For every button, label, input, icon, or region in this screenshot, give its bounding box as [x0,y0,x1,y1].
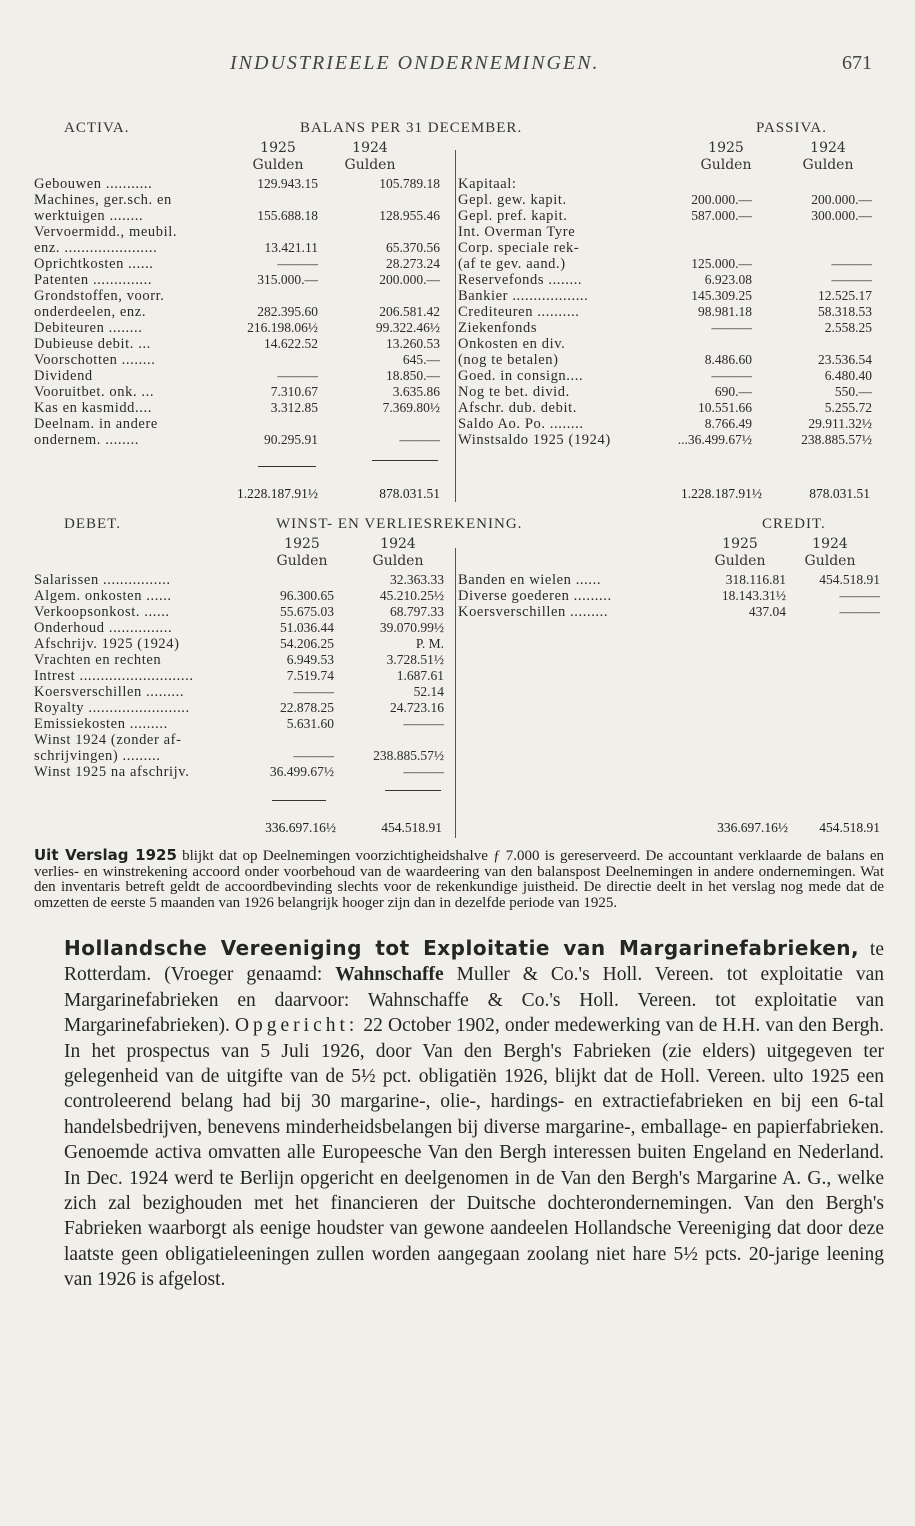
activa-row-label: Vooruitbet. onk. ... [34,384,155,400]
debet-row-value-1924: ——— [403,764,444,779]
activa-row [34,304,449,320]
passiva-total-1925: 1.228.187.91½ [681,486,762,501]
passiva-row-label: Goed. in consign.... [458,368,584,384]
activa-row-value-1925: 216.198.06½ [247,320,318,335]
activa-row [34,384,449,400]
activa-row-value-1924: 65.370.56 [386,240,440,255]
passiva-row-value-1924: 29.911.32½ [808,416,872,431]
debet-row [34,588,449,604]
activa-row-value-1925: ——— [277,368,318,383]
debet-row [34,684,449,700]
passiva-year-1924: 1924 [810,140,846,156]
activa-row [34,240,449,256]
passiva-row-label: Gepl. gew. kapit. [458,192,567,208]
credit-row-label: Banden en wielen ...... [458,572,602,588]
debet-row-value-1924: 32.363.33 [390,572,444,587]
debet-row-value-1924: 24.723.16 [390,700,444,715]
company-text-part2: Muller & Co.'s Holl. Vereen. tot exploitatie van Margarinefabrieken en daarvoor: Wahnschaffe & Co.'s Holl. Vereen. tot exploitatie van Margarinefabrieken). [64,964,884,1037]
passiva-unit-1925: Gulden [700,157,752,173]
debet-row-value-1924: 68.797.33 [390,604,444,619]
passiva-row-value-1925: 10.551.66 [698,400,752,415]
passiva-row-value-1925: 200.000.— [691,192,752,207]
debet-row [34,700,449,716]
passiva-row [458,256,878,272]
debet-row-value-1924: 39.070.99½ [379,620,444,635]
activa-row-value-1924: 13.260.53 [386,336,440,351]
balance-title: BALANS PER 31 DECEMBER. [300,120,523,136]
passiva-row-value-1925: 145.309.25 [691,288,752,303]
activa-row-value-1925: ——— [277,256,318,271]
passiva-row-value-1925: ——— [711,320,752,335]
activa-row-value-1925: 90.295.91 [264,432,318,447]
activa-row-value-1925: 13.421.11 [264,240,318,255]
credit-row-value-1925: 437.04 [748,604,786,619]
activa-row-value-1924: 206.581.42 [379,304,440,319]
activa-row-label: Gebouwen ........... [34,176,153,192]
credit-row [458,572,878,588]
debet-row-label: Emissiekosten ......... [34,716,168,732]
activa-row-value-1925: 315.000.— [257,272,318,287]
debet-row-label: Koersverschillen ......... [34,684,185,700]
activa-row-label: Debiteuren ........ [34,320,143,336]
activa-row-value-1925: 7.310.67 [270,384,318,399]
passiva-row-label: (af te gev. aand.) [458,256,566,272]
passiva-row-label: Winstsaldo 1925 (1924) [458,432,611,448]
activa-row [34,256,449,272]
passiva-row-value-1924: 58.318.53 [818,304,872,319]
activa-row-label: Dubieuse debit. ... [34,336,151,352]
passiva-row [458,304,878,320]
passiva-row [458,352,878,368]
note-text: blijkt dat op Deelnemingen voorzichtigheidshalve ƒ 7.000 is gereserveerd. De accountant verklaarde de balans en verlies- en winstrekening accoord onder voorbehoud van de waardeering van den balanspost Deelnemingen in andere ondernemingen. Wat den inventaris betreft geldt de accoordbevinding slechts voor de rekenkundige juistheid. De directie deelt in het verslag nog mede dat de omzetten de eerste 5 maanden van 1926 belangrijk hooger zijn dan in dezelfde periode van 1925. [34,848,884,911]
company-former-name: Wahnschaffe [335,964,444,986]
debet-row-value-1925: 6.949.53 [286,652,334,667]
activa-total-1924: 878.031.51 [379,486,440,501]
passiva-row [458,336,878,352]
activa-row-value-1924: 3.635.86 [392,384,440,399]
passiva-row-label: Afschr. dub. debit. [458,400,577,416]
credit-label: CREDIT. [762,516,826,532]
debet-row [34,716,449,732]
credit-row-label: Diverse goederen ......... [458,588,612,604]
debet-unit-1925: Gulden [276,553,328,569]
debet-row [34,652,449,668]
activa-row-value-1924: 128.955.46 [379,208,440,223]
passiva-row [458,416,878,432]
passiva-row-value-1925: 6.923.08 [704,272,752,287]
credit-row-label: Koersverschillen ......... [458,604,609,620]
passiva-row-value-1925: ——— [711,368,752,383]
note-lead: Uit Verslag 1925 [34,846,177,864]
debet-row [34,748,449,764]
passiva-row [458,432,878,448]
passiva-row-label: Gepl. pref. kapit. [458,208,568,224]
activa-row-label: Machines, ger.sch. en [34,192,172,208]
activa-row-value-1924: 28.273.24 [386,256,440,271]
debet-total-1924: 454.518.91 [381,820,442,835]
debet-row-value-1924: ——— [403,716,444,731]
credit-total-1924: 454.518.91 [819,820,880,835]
credit-unit-1925: Gulden [714,553,766,569]
company-body: 22 October 1902, onder medewerking van de H.H. van den Bergh. In het prospectus van 5 Juli 1926, door Van den Bergh's Fabrieken (zie elders) uitgegeven ter gelegenheid van de uitgifte van de 5½ pct. obligatiën 1926, blijkt dat de Holl. Vereen. ulto 1925 een controleerend belang had bij 30 margarine-, olie-, hardings- en extractiefabrieken en bij een 6-tal handelsbedrijven, benevens minderheidsbelangen bij diverse margarine-, emballage- en papierfabrieken. Genoemde activa omvatten alle Europeesche Van den Bergh interessen buiten Engeland en Nederland. In Dec. 1924 werd te Berlijn opgericht en deelgenomen in de Van den Bergh's Margarine A. G., welke zich zal bezighouden met het financieren der Duitsche dochterondernemingen. Van den Bergh's Fabrieken waarborgt als eenige houdster van gewone aandeelen Hollandsche Vereeniging dat door deze laatste geen obligatieleeningen zullen worden aangegaan zoolang niet hare 5½ pcts. 20-jarige leening van 1926 is afgelost. [64,1015,884,1291]
passiva-row [458,272,878,288]
debet-row-value-1925: 7.519.74 [286,668,334,683]
activa-row [34,368,449,384]
annual-report-note [34,848,884,911]
debet-row [34,732,449,748]
debet-row-label: Onderhoud ............... [34,620,173,636]
passiva-row-label: Bankier .................. [458,288,589,304]
passiva-row-value-1924: 23.536.54 [818,352,872,367]
debet-year-1924: 1924 [380,536,416,552]
debet-row-label: Vrachten en rechten [34,652,162,668]
activa-row [34,352,449,368]
activa-row-label: werktuigen ........ [34,208,144,224]
passiva-row-value-1925: ...36.499.67½ [677,432,752,447]
activa-row-label: Grondstoffen, voorr. [34,288,165,304]
activa-row [34,400,449,416]
credit-row-value-1925: 318.116.81 [725,572,786,587]
activa-1924-rule [372,460,438,461]
credit-unit-1924: Gulden [804,553,856,569]
pl-title: WINST- EN VERLIESREKENING. [276,516,523,532]
debet-row-label: schrijvingen) ......... [34,748,161,764]
debet-row [34,636,449,652]
debet-year-1925: 1925 [284,536,320,552]
page-number: 671 [842,52,872,74]
activa-row-value-1924: 645.— [402,352,440,367]
passiva-total-1924: 878.031.51 [809,486,870,501]
passiva-row-value-1924: 6.480.40 [824,368,872,383]
debet-1925-rule [272,800,326,801]
passiva-row-value-1924: ——— [831,256,872,271]
activa-row-label: Deelnam. in andere [34,416,158,432]
debet-row-label: Afschrijv. 1925 (1924) [34,636,180,652]
activa-unit-1925: Gulden [252,157,304,173]
balance-center-rule [455,150,456,502]
activa-row-label: Kas en kasmidd.... [34,400,152,416]
passiva-row-value-1924: 2.558.25 [824,320,872,335]
debet-row-value-1924: 238.885.57½ [373,748,444,763]
passiva-row [458,224,878,240]
activa-row [34,208,449,224]
activa-year-1925: 1925 [260,140,296,156]
passiva-row-value-1925: 587.000.— [691,208,752,223]
passiva-row-label: Reservefonds ........ [458,272,583,288]
passiva-row [458,176,878,192]
passiva-row-label: Onkosten en div. [458,336,566,352]
debet-row-label: Verkoopsonkost. ...... [34,604,170,620]
credit-row-value-1924: ——— [839,604,880,619]
debet-row [34,604,449,620]
activa-row-value-1925: 129.943.15 [257,176,318,191]
debet-row-value-1924: 3.728.51½ [386,652,444,667]
running-title: INDUSTRIEELE ONDERNEMINGEN. [230,52,600,74]
activa-row-label: enz. ...................... [34,240,158,256]
debet-total-1925: 336.697.16½ [265,820,336,835]
activa-row-label: Voorschotten ........ [34,352,156,368]
credit-row-value-1924: 454.518.91 [819,572,880,587]
debet-row-value-1925: 55.675.03 [280,604,334,619]
activa-row-label: Patenten .............. [34,272,153,288]
debet-row [34,764,449,780]
passiva-row-value-1924: 12.525.17 [818,288,872,303]
passiva-row [458,288,878,304]
credit-year-1925: 1925 [722,536,758,552]
passiva-row-value-1925: 125.000.— [691,256,752,271]
debet-row-value-1924: 1.687.61 [396,668,444,683]
passiva-row-label: Int. Overman Tyre [458,224,576,240]
credit-row [458,588,878,604]
activa-row-value-1924: 99.322.46½ [375,320,440,335]
passiva-row-label: Nog te bet. divid. [458,384,570,400]
passiva-row-value-1924: 238.885.57½ [801,432,872,447]
debet-row-value-1925: 96.300.65 [280,588,334,603]
debet-row-value-1925: 51.036.44 [280,620,334,635]
passiva-row [458,384,878,400]
credit-total-1925: 336.697.16½ [717,820,788,835]
debet-1924-rule [385,790,441,791]
debet-row-value-1924: P. M. [415,636,444,651]
debet-row [34,620,449,636]
passiva-year-1925: 1925 [708,140,744,156]
passiva-row-value-1924: 550.— [834,384,872,399]
activa-unit-1924: Gulden [344,157,396,173]
passiva-row-label: Ziekenfonds [458,320,538,336]
activa-row [34,432,449,448]
debet-row-label: Salarissen ................ [34,572,171,588]
activa-label: ACTIVA. [64,120,130,136]
activa-row-value-1924: 200.000.— [379,272,440,287]
debet-row-value-1925: ——— [293,748,334,763]
pl-center-rule [455,548,456,838]
credit-row [458,604,878,620]
activa-row [34,336,449,352]
debet-row-label: Winst 1925 na afschrijv. [34,764,190,780]
passiva-row-value-1924: 200.000.— [811,192,872,207]
passiva-unit-1924: Gulden [802,157,854,173]
passiva-row-value-1924: ——— [831,272,872,287]
passiva-row-label: Corp. speciale rek- [458,240,580,256]
passiva-row-label: (nog te betalen) [458,352,559,368]
debet-unit-1924: Gulden [372,553,424,569]
passiva-row-label: Kapitaal: [458,176,517,192]
activa-row-value-1924: 105.789.18 [379,176,440,191]
debet-row-label: Royalty ........................ [34,700,190,716]
activa-total-1925: 1.228.187.91½ [237,486,318,501]
debet-row [34,572,449,588]
debet-row-value-1925: 22.878.25 [280,700,334,715]
passiva-row [458,368,878,384]
debet-row-value-1925: 54.206.25 [280,636,334,651]
passiva-row [458,320,878,336]
passiva-row-label: Crediteuren .......... [458,304,580,320]
passiva-row-label: Saldo Ao. Po. ........ [458,416,584,432]
running-head [0,52,915,82]
activa-row [34,320,449,336]
debet-label: DEBET. [64,516,121,532]
activa-row-label: Vervoermidd., meubil. [34,224,178,240]
activa-row [34,176,449,192]
activa-row-value-1925: 155.688.18 [257,208,318,223]
credit-row-value-1924: ——— [839,588,880,603]
activa-row-value-1925: 282.395.60 [257,304,318,319]
company-text-part1: te Rotterdam. (Vroeger genaamd: [64,939,885,986]
passiva-row [458,208,878,224]
passiva-row [458,400,878,416]
activa-row [34,416,449,432]
debet-row-label: Winst 1924 (zonder af- [34,732,182,748]
activa-row-value-1924: ——— [399,432,440,447]
passiva-row-value-1925: 690.— [714,384,752,399]
company-name: Hollandsche Vereeniging tot Exploitatie van Margarinefabrieken, [64,936,860,960]
activa-row [34,272,449,288]
passiva-row-value-1924: 300.000.— [811,208,872,223]
credit-year-1924: 1924 [812,536,848,552]
activa-row [34,224,449,240]
passiva-row-value-1924: 5.255.72 [824,400,872,415]
passiva-row-value-1925: 8.766.49 [704,416,752,431]
passiva-row [458,192,878,208]
debet-row [34,668,449,684]
activa-row-value-1924: 7.369.80½ [382,400,440,415]
activa-row-value-1924: 18.850.— [386,368,440,383]
activa-row-label: Oprichtkosten ...... [34,256,154,272]
passiva-row-value-1925: 8.486.60 [704,352,752,367]
passiva-row [458,240,878,256]
activa-row [34,288,449,304]
debet-row-label: Algem. onkosten ...... [34,588,172,604]
passiva-label: PASSIVA. [756,120,827,136]
activa-row-value-1925: 14.622.52 [264,336,318,351]
debet-row-value-1924: 45.210.25½ [379,588,444,603]
debet-row-label: Intrest ........................... [34,668,194,684]
debet-row-value-1924: 52.14 [413,684,444,699]
debet-row-value-1925: ——— [293,684,334,699]
activa-row-value-1925: 3.312.85 [270,400,318,415]
company-entry [64,936,884,1293]
activa-1925-rule [258,466,316,467]
activa-row [34,192,449,208]
activa-year-1924: 1924 [352,140,388,156]
passiva-row-value-1925: 98.981.18 [698,304,752,319]
activa-row-label: onderdeelen, enz. [34,304,147,320]
activa-row-label: Dividend [34,368,93,384]
activa-row-label: ondernem. ........ [34,432,140,448]
debet-row-value-1925: 36.499.67½ [269,764,334,779]
company-founded-label: Opgericht: [234,1015,359,1037]
debet-row-value-1925: 5.631.60 [286,716,334,731]
credit-row-value-1925: 18.143.31½ [721,588,786,603]
